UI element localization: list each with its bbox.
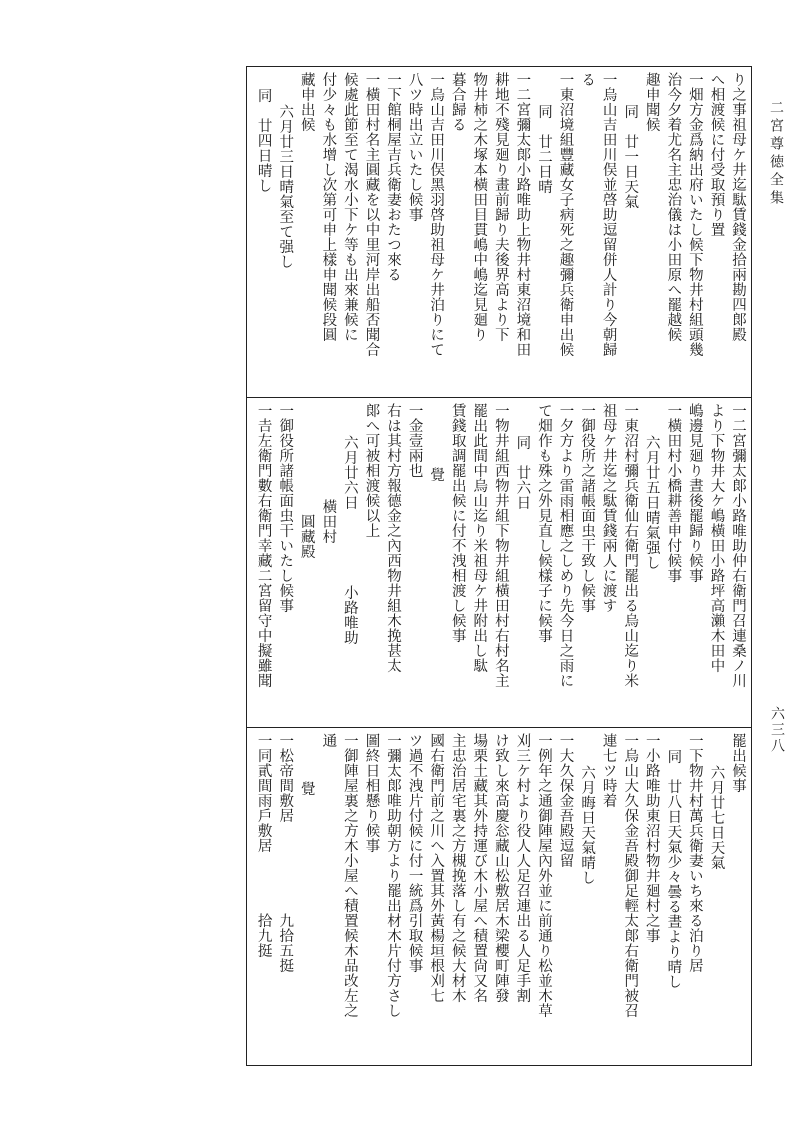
text-line: 六月晦日天氣晴し [579,765,596,885]
text-line: 圓藏殿 [298,499,315,559]
text-line: 嶋邊見廻り晝後罷歸り候事 [686,403,703,583]
text-band-upper [252,72,748,394]
text-line: 同 廿六日 [514,435,531,510]
text-line: 六月廿六日 小路唯助 [341,435,358,645]
text-line: 暮合歸る [449,72,466,132]
text-line: 橫田村 [320,499,337,544]
text-line: 一夕方より雷雨相應之しめり先今日之雨に [557,403,574,688]
text-line: 耕地不殘見廻り畫前歸り夫後界高より下 [492,72,509,342]
text-line: 八ツ時出立いたし候事 [406,72,423,222]
text-line: 通 [320,733,337,748]
book-title: 二宮尊徳全集 [768,100,784,208]
text-line: て畑作も殊之外見直し候樣子に候事 [535,403,552,643]
text-line: 圖終日相懸り候事 [363,733,380,853]
text-band-lower [252,733,748,1063]
text-line: 國右衛門前之川へ入置其外黃楊垣根刈七 [428,733,445,1003]
text-line: 一烏山大久保金吾殿御足輕太郞右衛門被召 [622,733,639,1018]
text-line: 同 廿四日晴し [255,88,272,193]
text-line: 一松帝間敷居 九拾五挺 [277,733,294,973]
text-line: 一同貳間雨戶敷居 拾九挺 [255,733,272,958]
text-line: 趣申聞候 [643,72,660,132]
text-line: 場栗土藏其外持運び木小屋へ積置尙又名 [471,733,488,1003]
text-line: 一彌太郞唯助朝方より罷出材木片付方さし [385,733,401,1018]
text-line: 覺 [428,467,445,482]
text-line: 物井柿之木塚本橫田目貫嶋中嶋迄見廻り [471,72,488,342]
text-line: 一金壹兩也 [406,403,423,478]
text-line: 主忠治居宅裏之方槻挽落し有之候大材木 [449,733,466,1003]
text-line: 賃錢取調罷出候に付不洩相渡し候事 [449,403,466,643]
text-line: 一𠮷左衛門數右衛門幸藏二宮留守中擬雖聞 [255,403,272,688]
section-divider-upper [246,397,752,398]
text-line: る [579,72,596,87]
text-line: 一橫田村名主圓藏を以中里河岸出船否聞合 [363,72,380,357]
text-line: 六月廿五日晴氣强し [643,435,660,570]
text-line: 一畑方金爲納出府いたし候下物井村組頭幾 [686,72,703,357]
text-line: 一橫田村小橋耕善申付候事 [665,403,682,583]
text-line: 連七ツ時着 [600,733,617,808]
text-line: 一二宮彌太郞小路唯助仲右衛門召連桑ノ川 [730,403,746,688]
text-line: 刈三ケ村より役人人足召連出る人足手割 [514,733,531,1003]
text-line: 候處此節至て渴水小下ケ等も出來兼候に [341,72,358,342]
text-line: 一二宮彌太郞小路唯助上物井村東沼境和田 [514,72,531,357]
text-line: 藏申出候 [298,72,315,132]
text-line: 罷出此間中烏山迄り米祖母ケ井附出し駄 [471,403,488,673]
text-line: 一御役所之諸帳面虫干致し候事 [579,403,596,613]
text-line: 覺 [298,781,315,796]
text-line: 六月廿三日晴氣至て强し [277,104,294,269]
text-line: け致し來高慶忩藏山松敷居木梁櫻町陣發 [492,733,509,1003]
text-line: 右は其村方報德金之內西物井組木挽甚太 [385,403,401,673]
text-line: 治今夕着尤名主忠治儀は小田原へ罷越候 [665,72,682,342]
text-line: へ相渡候に付受取預り置 [708,72,725,237]
text-line: 一下館桐屋吉兵衛妻おたつ來る [385,72,401,282]
text-line: 一御陣屋裏之方木小屋へ積置候木品改左之 [341,733,358,1018]
text-line: 郞へ可被相渡候以上 [363,403,380,538]
text-line: 同 廿二日晴 [535,104,552,194]
text-line: 一東沼境組豐藏女子病死之趣彌兵衛申出候 [557,72,574,357]
text-line: 同 廿八日天氣少々曇る晝より晴し [665,749,682,989]
section-divider-lower [246,727,752,728]
text-line: 一烏山吉田川俣黑羽啓助祖母ケ井泊りにて [428,72,445,357]
text-line: 一小路唯助東沼村物井廻村之事 [643,733,660,943]
text-line: り之事祖母ケ井迄駄賃錢金拾兩勘四郞殿 [730,72,746,342]
text-line: 一東沼村彌兵衛仙右衛門罷出る烏山迄り米 [622,403,639,688]
page-number: 六三八 [769,706,785,754]
text-line: 一下物井村萬兵衛妻いち來る泊り居 [686,733,703,973]
text-line: より下物井大ケ嶋橫田小路坪高瀨木田中 [708,403,725,673]
text-line: 一物井組西物井組下物井組橫田村右村名主 [492,403,509,688]
text-line: 六月廿七日天氣 [708,765,725,870]
text-line: 一御役所諸帳面虫干いたし候事 [277,403,294,613]
text-line: 付少々も水增し次第可申上樣申聞候段圓 [320,72,337,342]
text-line: 一烏山吉田川俣並啓助逗留併人計り今朝歸 [600,72,617,357]
text-line: 同 廿一日天氣 [622,104,639,209]
text-line: ツ過不洩片付候に付一統爲引取候事 [406,733,423,973]
text-band-middle [252,403,748,723]
text-line: 罷出候事 [730,733,746,793]
text-line: 一大久保金吾殿逗留 [557,733,574,868]
text-line: 祖母ケ井迄之駄賃錢兩人に渡す [600,403,617,613]
text-line: 一例年之通御陣屋內外並に前通り松並木草 [535,733,552,1018]
